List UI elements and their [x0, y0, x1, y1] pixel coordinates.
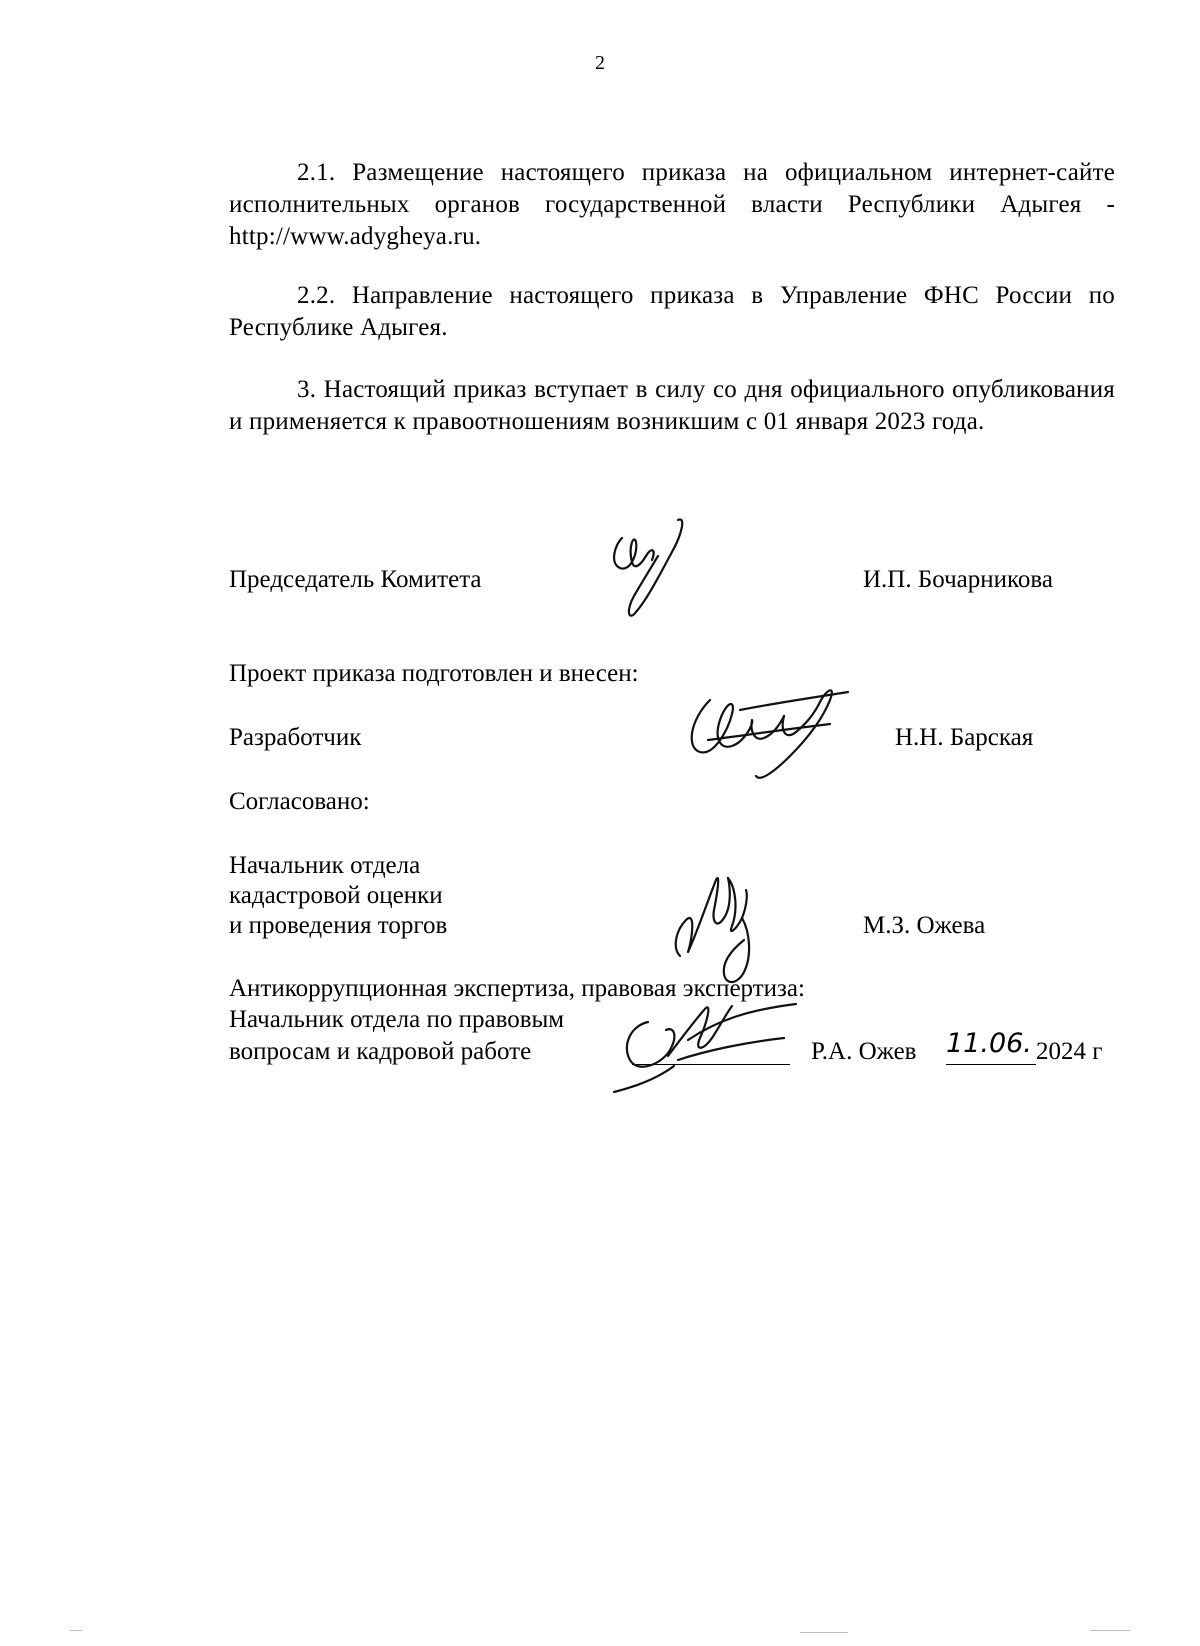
expertise-position-line-2: вопросам и кадровой работе [229, 1038, 532, 1065]
page-number: 2 [595, 52, 605, 74]
expertise-handwritten-date: 11.06. [946, 1028, 1032, 1059]
scan-speck [800, 1632, 848, 1633]
scan-speck [70, 1630, 82, 1631]
cadastral-head-position-line-3: и проведения торгов [229, 912, 448, 939]
cadastral-head-name: М.З. Ожева [863, 912, 986, 939]
expertise-name: Р.А. Ожев [811, 1038, 917, 1065]
expertise-signature [608, 980, 808, 1100]
chairman-position: Председатель Комитета [229, 566, 482, 593]
paragraph-3: 3. Настоящий приказ вступает в силу со дня официального опубликования и применяется к правоотношениям возникшим с 01 января 2023 года. [229, 376, 1115, 435]
cadastral-head-signature [658, 860, 768, 990]
paragraph-2-2: 2.2. Направление настоящего приказа в Управление ФНС России по Республике Адыгея. [229, 282, 1115, 341]
date-underline [946, 1064, 1036, 1065]
prepared-note: Проект приказа подготовлен и внесен: [229, 660, 639, 687]
developer-signature [680, 680, 860, 790]
cadastral-head-position-line-2: кадастровой оценки [229, 882, 443, 909]
expertise-position-line-1: Начальник отдела по правовым [229, 1006, 565, 1033]
developer-position: Разработчик [229, 724, 362, 751]
scan-speck [1090, 1630, 1130, 1631]
developer-name: Н.Н. Барская [895, 724, 1034, 751]
agreed-label: Согласовано: [229, 788, 370, 815]
chairman-name: И.П. Бочарникова [863, 566, 1053, 593]
expertise-year: 2024 г [1036, 1038, 1103, 1065]
paragraph-2-1: 2.1. Размещение настоящего приказа на официальном интернет-сайте исполнительных органов государственной власти Республики Адыгея - http://www.adygheya.ru. [229, 159, 1115, 250]
expertise-heading: Антикоррупционная экспертиза, правовая экспертиза: [229, 975, 805, 1002]
cadastral-head-position-line-1: Начальник отдела [229, 852, 421, 879]
chairman-signature [608, 516, 698, 626]
